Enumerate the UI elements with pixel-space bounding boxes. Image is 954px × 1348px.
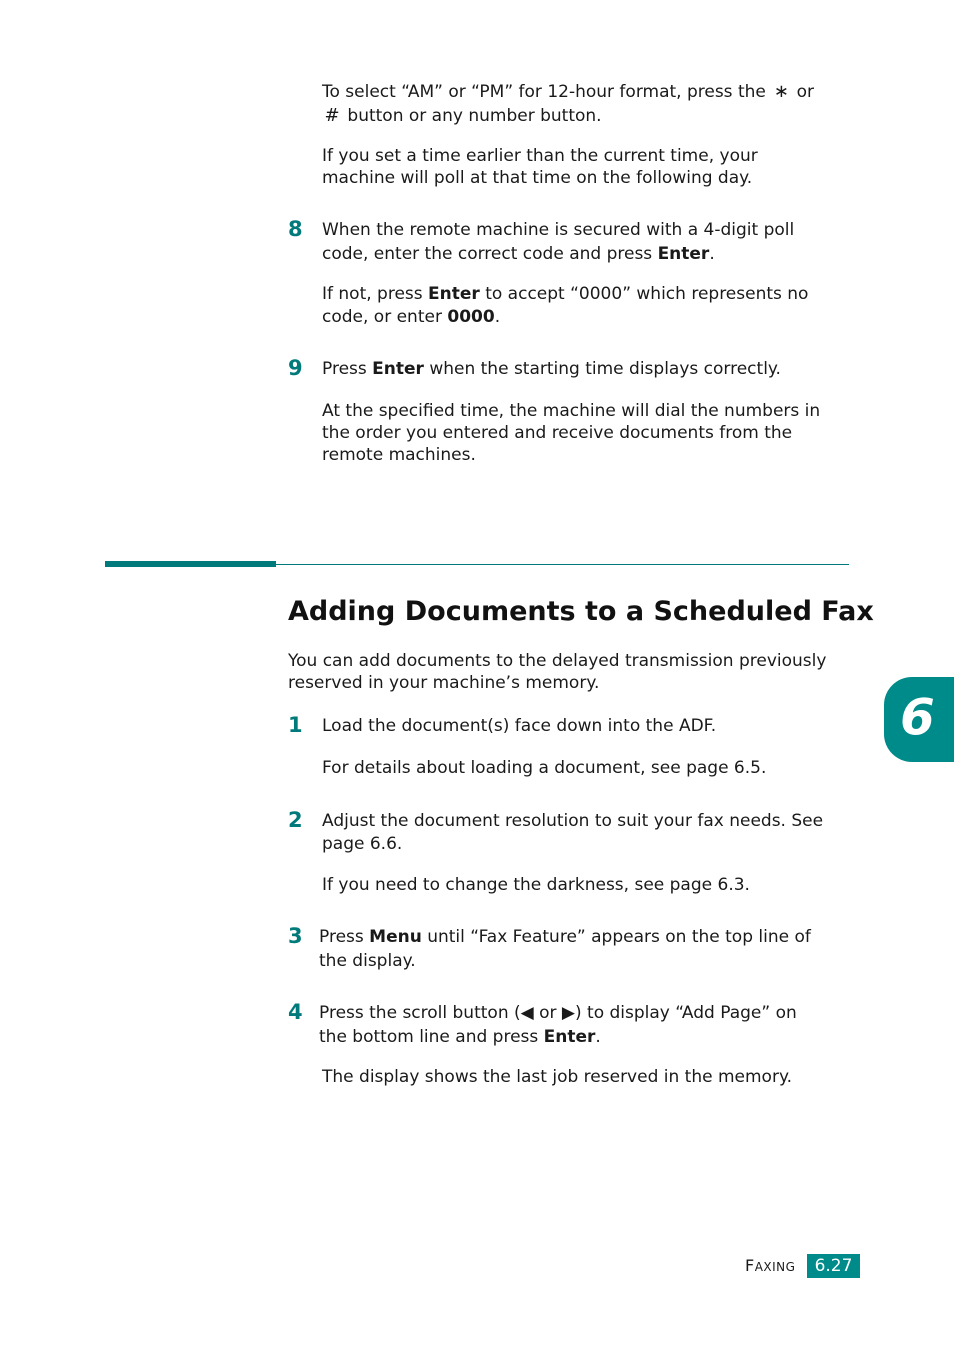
earlier-time-line-2: machine will poll at that time on the following day. (322, 168, 753, 188)
page-number: 6.27 (807, 1254, 860, 1278)
am-pm-line-1: To select “AM” or “PM” for 12-hour format, press the ∗ or (322, 81, 815, 102)
step-4-number: 4 (288, 1000, 303, 1024)
step-9-sub-line-1: At the specified time, the machine will dial the numbers in (322, 401, 821, 421)
step-4-sub-line-1: The display shows the last job reserved in the memory. (322, 1067, 792, 1087)
left-arrow-icon: ◀ (520, 1003, 534, 1023)
step-9-line-1: Press Enter when the starting time displays correctly. (322, 359, 781, 379)
earlier-time-line-1: If you set a time earlier than the current time, your (322, 146, 758, 166)
step-3-line-1: Press Menu until “Fax Feature” appears on the top line of (319, 927, 811, 947)
footer-section-label: FAXING (745, 1256, 796, 1275)
section-intro-line-2: reserved in your machine’s memory. (288, 673, 600, 693)
step-2-line-2: page 6.6. (322, 834, 403, 854)
section-rule-thin (276, 564, 849, 565)
step-1-line-1: Load the document(s) face down into the ADF. (322, 716, 717, 736)
step-9-sub-line-3: remote machines. (322, 445, 476, 465)
chapter-tab (884, 677, 954, 762)
step-2-sub-line-1: If you need to change the darkness, see page 6.3. (322, 875, 750, 895)
step-8-number: 8 (288, 217, 303, 241)
step-3-number: 3 (288, 924, 303, 948)
star-icon: ∗ (773, 81, 789, 102)
step-8-line-1: When the remote machine is secured with a 4-digit poll (322, 220, 795, 240)
chapter-number: 6 (900, 688, 935, 746)
step-2-line-1: Adjust the document resolution to suit your fax needs. See (322, 811, 824, 831)
hash-icon: # (324, 105, 340, 126)
step-4-line-2: the bottom line and press Enter. (319, 1027, 601, 1047)
step-4-line-1: Press the scroll button (◀ or ▶) to display “Add Page” on (319, 1003, 797, 1023)
step-3-line-2: the display. (319, 951, 416, 971)
step-8-line-2: code, enter the correct code and press Enter. (322, 244, 715, 264)
step-9-number: 9 (288, 356, 303, 380)
step-9-sub-line-2: the order you entered and receive documents from the (322, 423, 793, 443)
step-2-number: 2 (288, 808, 303, 832)
section-title: Adding Documents to a Scheduled Fax (288, 596, 874, 628)
am-pm-line-2: # button or any number button. (322, 104, 602, 128)
section-intro-line-1: You can add documents to the delayed transmission previously (288, 651, 827, 671)
right-arrow-icon: ▶ (561, 1003, 575, 1023)
step-1-number: 1 (288, 713, 303, 737)
step-8-sub-line-1: If not, press Enter to accept “0000” which represents no (322, 284, 809, 304)
section-rule-thick (105, 561, 276, 567)
step-1-sub-line-1: For details about loading a document, see page 6.5. (322, 758, 767, 778)
step-8-sub-line-2: code, or enter 0000. (322, 307, 501, 327)
